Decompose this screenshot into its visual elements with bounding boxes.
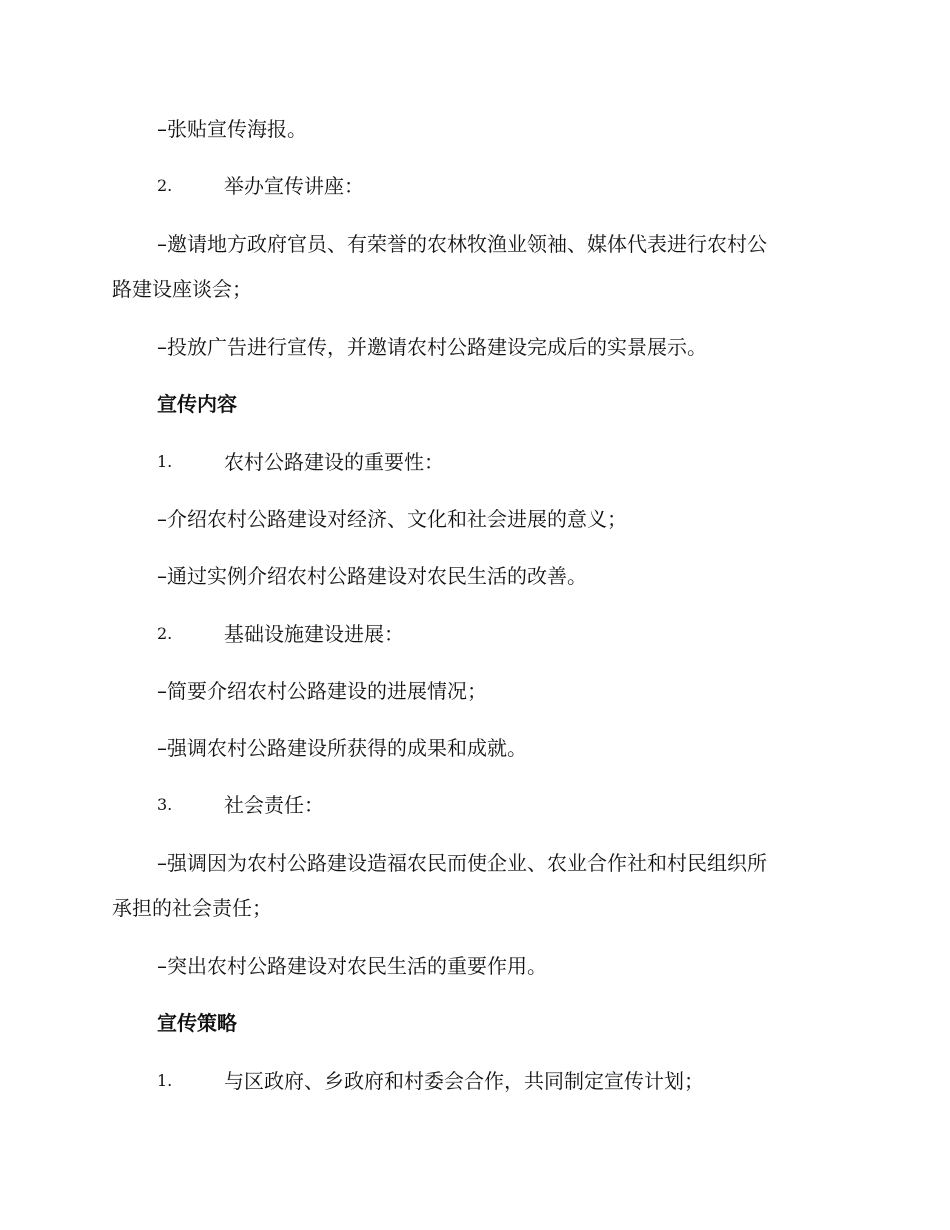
list-item-title: 举办宣传讲座： — [224, 174, 364, 198]
bullet-line: –投放广告进行宣传，并邀请农村公路建设完成后的实景展示。 — [157, 335, 707, 359]
bullet-line-continuation: 承担的社会责任； — [112, 896, 272, 920]
list-item-title: 基础设施建设进展： — [224, 622, 404, 646]
bullet-line: –简要介绍农村公路建设的进展情况； — [157, 679, 487, 703]
bullet-line: –突出农村公路建设对农民生活的重要作用。 — [157, 954, 547, 978]
list-item-title: 与区政府、乡政府和村委会合作，共同制定宣传计划； — [224, 1069, 704, 1093]
list-number: 2. — [157, 624, 173, 643]
bullet-line-continuation: 路建设座谈会； — [112, 277, 252, 301]
list-number: 1. — [157, 1071, 173, 1090]
bullet-line: –介绍农村公路建设对经济、文化和社会进展的意义； — [157, 507, 627, 531]
bullet-line: –张贴宣传海报。 — [157, 117, 307, 141]
bullet-line: –通过实例介绍农村公路建设对农民生活的改善。 — [157, 564, 587, 588]
list-item-title: 农村公路建设的重要性： — [224, 450, 444, 474]
section-heading: 宣传策略 — [157, 1011, 237, 1035]
list-item-title: 社会责任： — [224, 793, 324, 817]
bullet-line: –强调农村公路建设所获得的成果和成就。 — [157, 736, 527, 760]
list-number: 1. — [157, 452, 173, 471]
list-number: 2. — [157, 176, 173, 195]
bullet-line: –强调因为农村公路建设造福农民而使企业、农业合作社和村民组织所 — [157, 851, 767, 875]
list-number: 3. — [157, 795, 173, 814]
bullet-line: –邀请地方政府官员、有荣誉的农林牧渔业领袖、媒体代表进行农村公 — [157, 232, 767, 256]
section-heading: 宣传内容 — [157, 392, 237, 416]
